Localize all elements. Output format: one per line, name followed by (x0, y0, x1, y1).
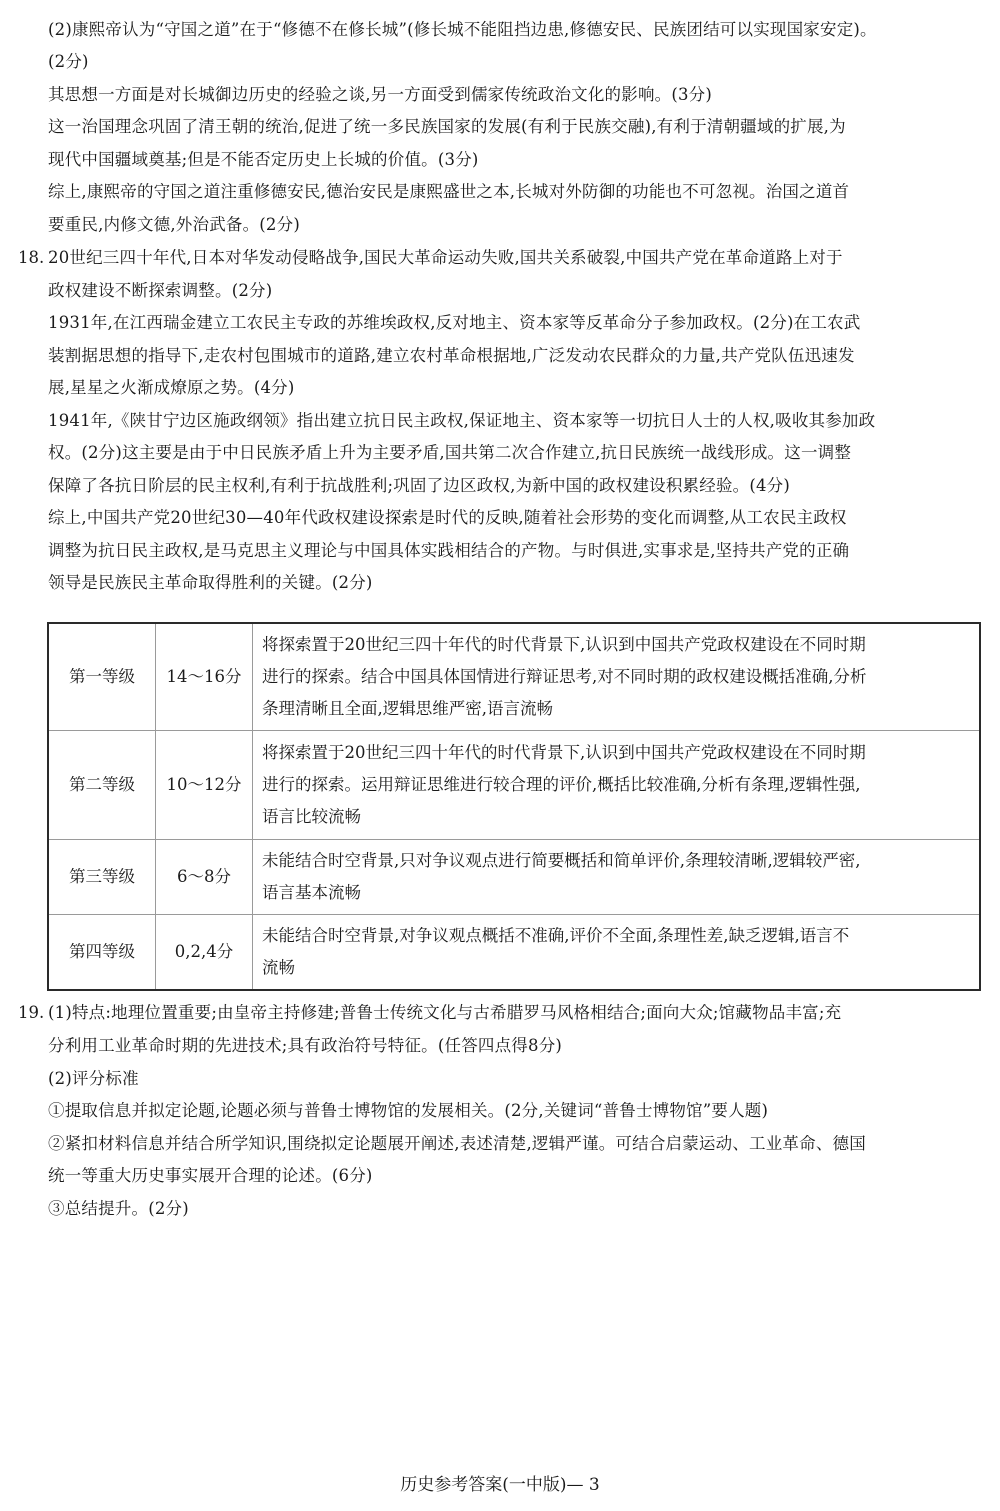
desc-line: 将探索置于20世纪三四十年代的时代背景下,认识到中国共产党政权建设在不同时期 (262, 634, 866, 654)
desc-line: 未能结合时空背景,对争议观点概括不准确,评价不全面,条理性差,缺乏逻辑,语言不 (262, 925, 850, 945)
desc-line: 进行的探索。运用辩证思维进行较合理的评价,概括比较准确,分析有条理,逻辑性强, (262, 774, 861, 794)
text-line: 这一治国理念巩固了清王朝的统治,促进了统一多民族国家的发展(有利于民族交融),有利于清朝疆域的扩展,为 (48, 117, 846, 136)
question-number: 19. (18, 1003, 45, 1022)
score-cell: 10～12分 (156, 730, 253, 839)
desc-line: 语言基本流畅 (262, 882, 361, 902)
text-line: ①提取信息并拟定论题,论题必须与普鲁士博物馆的发展相关。(2分,关键词“普鲁士博物馆”要人题) (48, 1101, 769, 1120)
text-line: 要重民,内修文德,外治武备。(2分) (48, 215, 300, 234)
text-line: 政权建设不断探索调整。(2分) (48, 281, 273, 300)
desc-line: 流畅 (262, 957, 295, 977)
table-row (48, 730, 980, 839)
description-cell (253, 623, 981, 730)
text-line: ②紧扣材料信息并结合所学知识,围绕拟定论题展开阐述,表述清楚,逻辑严谨。可结合启蒙运动、工业革命、德国 (48, 1134, 866, 1153)
text-line: (2)康熙帝认为“守国之道”在于“修德不在修长城”(修长城不能阻挡边患,修德安民、民族团结可以实现国家安定)。 (48, 20, 877, 39)
text-line: 权。(2分)这主要是由于中日民族矛盾上升为主要矛盾,国共第二次合作建立,抗日民族统一战线形成。这一调整 (48, 443, 852, 462)
score-cell: 6～8分 (156, 839, 253, 914)
page-footer: 历史参考答案(一中版)— 3 (400, 1475, 600, 1495)
text-line: ③总结提升。(2分) (48, 1199, 189, 1218)
text-line: 调整为抗日民主政权,是马克思主义理论与中国具体实践相结合的产物。与时俱进,实事求是,坚持共产党的正确 (48, 541, 850, 560)
description-cell (253, 839, 981, 914)
level-cell: 第三等级 (48, 839, 156, 914)
level-cell: 第二等级 (48, 730, 156, 839)
text-line: (2)评分标准 (48, 1069, 139, 1088)
description-cell (253, 730, 981, 839)
text-line: 20世纪三四十年代,日本对华发动侵略战争,国民大革命运动失败,国共关系破裂,中国共产党在革命道路上对于 (48, 248, 843, 267)
text-line: 统一等重大历史事实展开合理的论述。(6分) (48, 1166, 373, 1185)
score-cell: 14～16分 (156, 623, 253, 730)
desc-line: 条理清晰且全面,逻辑思维严密,语言流畅 (262, 698, 553, 718)
text-line: 保障了各抗日阶层的民主权利,有利于抗战胜利;巩固了边区政权,为新中国的政权建设积累经验。(4分) (48, 476, 791, 495)
level-cell: 第四等级 (48, 914, 156, 990)
text-line: (2分) (48, 52, 89, 71)
desc-line: 将探索置于20世纪三四十年代的时代背景下,认识到中国共产党政权建设在不同时期 (262, 742, 866, 762)
question-number: 18. (18, 248, 45, 267)
text-line: 分利用工业革命时期的先进技术;具有政治符号特征。(任答四点得8分) (48, 1036, 563, 1055)
score-cell: 0,2,4分 (156, 914, 253, 990)
scoring-rubric-table (47, 622, 981, 991)
text-line: 其思想一方面是对长城御边历史的经验之谈,另一方面受到儒家传统政治文化的影响。(3分) (48, 85, 713, 104)
text-line: 1941年,《陕甘宁边区施政纲领》指出建立抗日民主政权,保证地主、资本家等一切抗日人士的人权,吸收其参加政 (48, 411, 876, 430)
text-line: 领导是民族民主革命取得胜利的关键。(2分) (48, 573, 373, 592)
text-line: 现代中国疆域奠基;但是不能否定历史上长城的价值。(3分) (48, 150, 479, 169)
text-line: 综上,康熙帝的守国之道注重修德安民,德治安民是康熙盛世之本,长城对外防御的功能也不可忽视。治国之道首 (48, 182, 850, 201)
desc-line: 未能结合时空背景,只对争议观点进行简要概括和简单评价,条理较清晰,逻辑较严密, (262, 850, 861, 870)
text-line: 装割据思想的指导下,走农村包围城市的道路,建立农村革命根据地,广泛发动农民群众的力量,共产党队伍迅速发 (48, 346, 855, 365)
text-line: 展,星星之火渐成燎原之势。(4分) (48, 378, 295, 397)
text-line: 1931年,在江西瑞金建立工农民主专政的苏维埃政权,反对地主、资本家等反革命分子参加政权。(2分)在工农武 (48, 313, 861, 332)
level-cell: 第一等级 (48, 623, 156, 730)
desc-line: 进行的探索。结合中国具体国情进行辩证思考,对不同时期的政权建设概括准确,分析 (262, 666, 867, 686)
text-line: 综上,中国共产党20世纪30—40年代政权建设探索是时代的反映,随着社会形势的变化而调整,从工农民主政权 (48, 508, 847, 527)
table-row (48, 623, 980, 730)
text-line: (1)特点:地理位置重要;由皇帝主持修建;普鲁士传统文化与古希腊罗马风格相结合;面向大众;馆藏物品丰富;充 (48, 1003, 842, 1022)
table-row (48, 839, 980, 914)
desc-line: 语言比较流畅 (262, 806, 361, 826)
description-cell (253, 914, 981, 990)
table-row (48, 914, 980, 990)
